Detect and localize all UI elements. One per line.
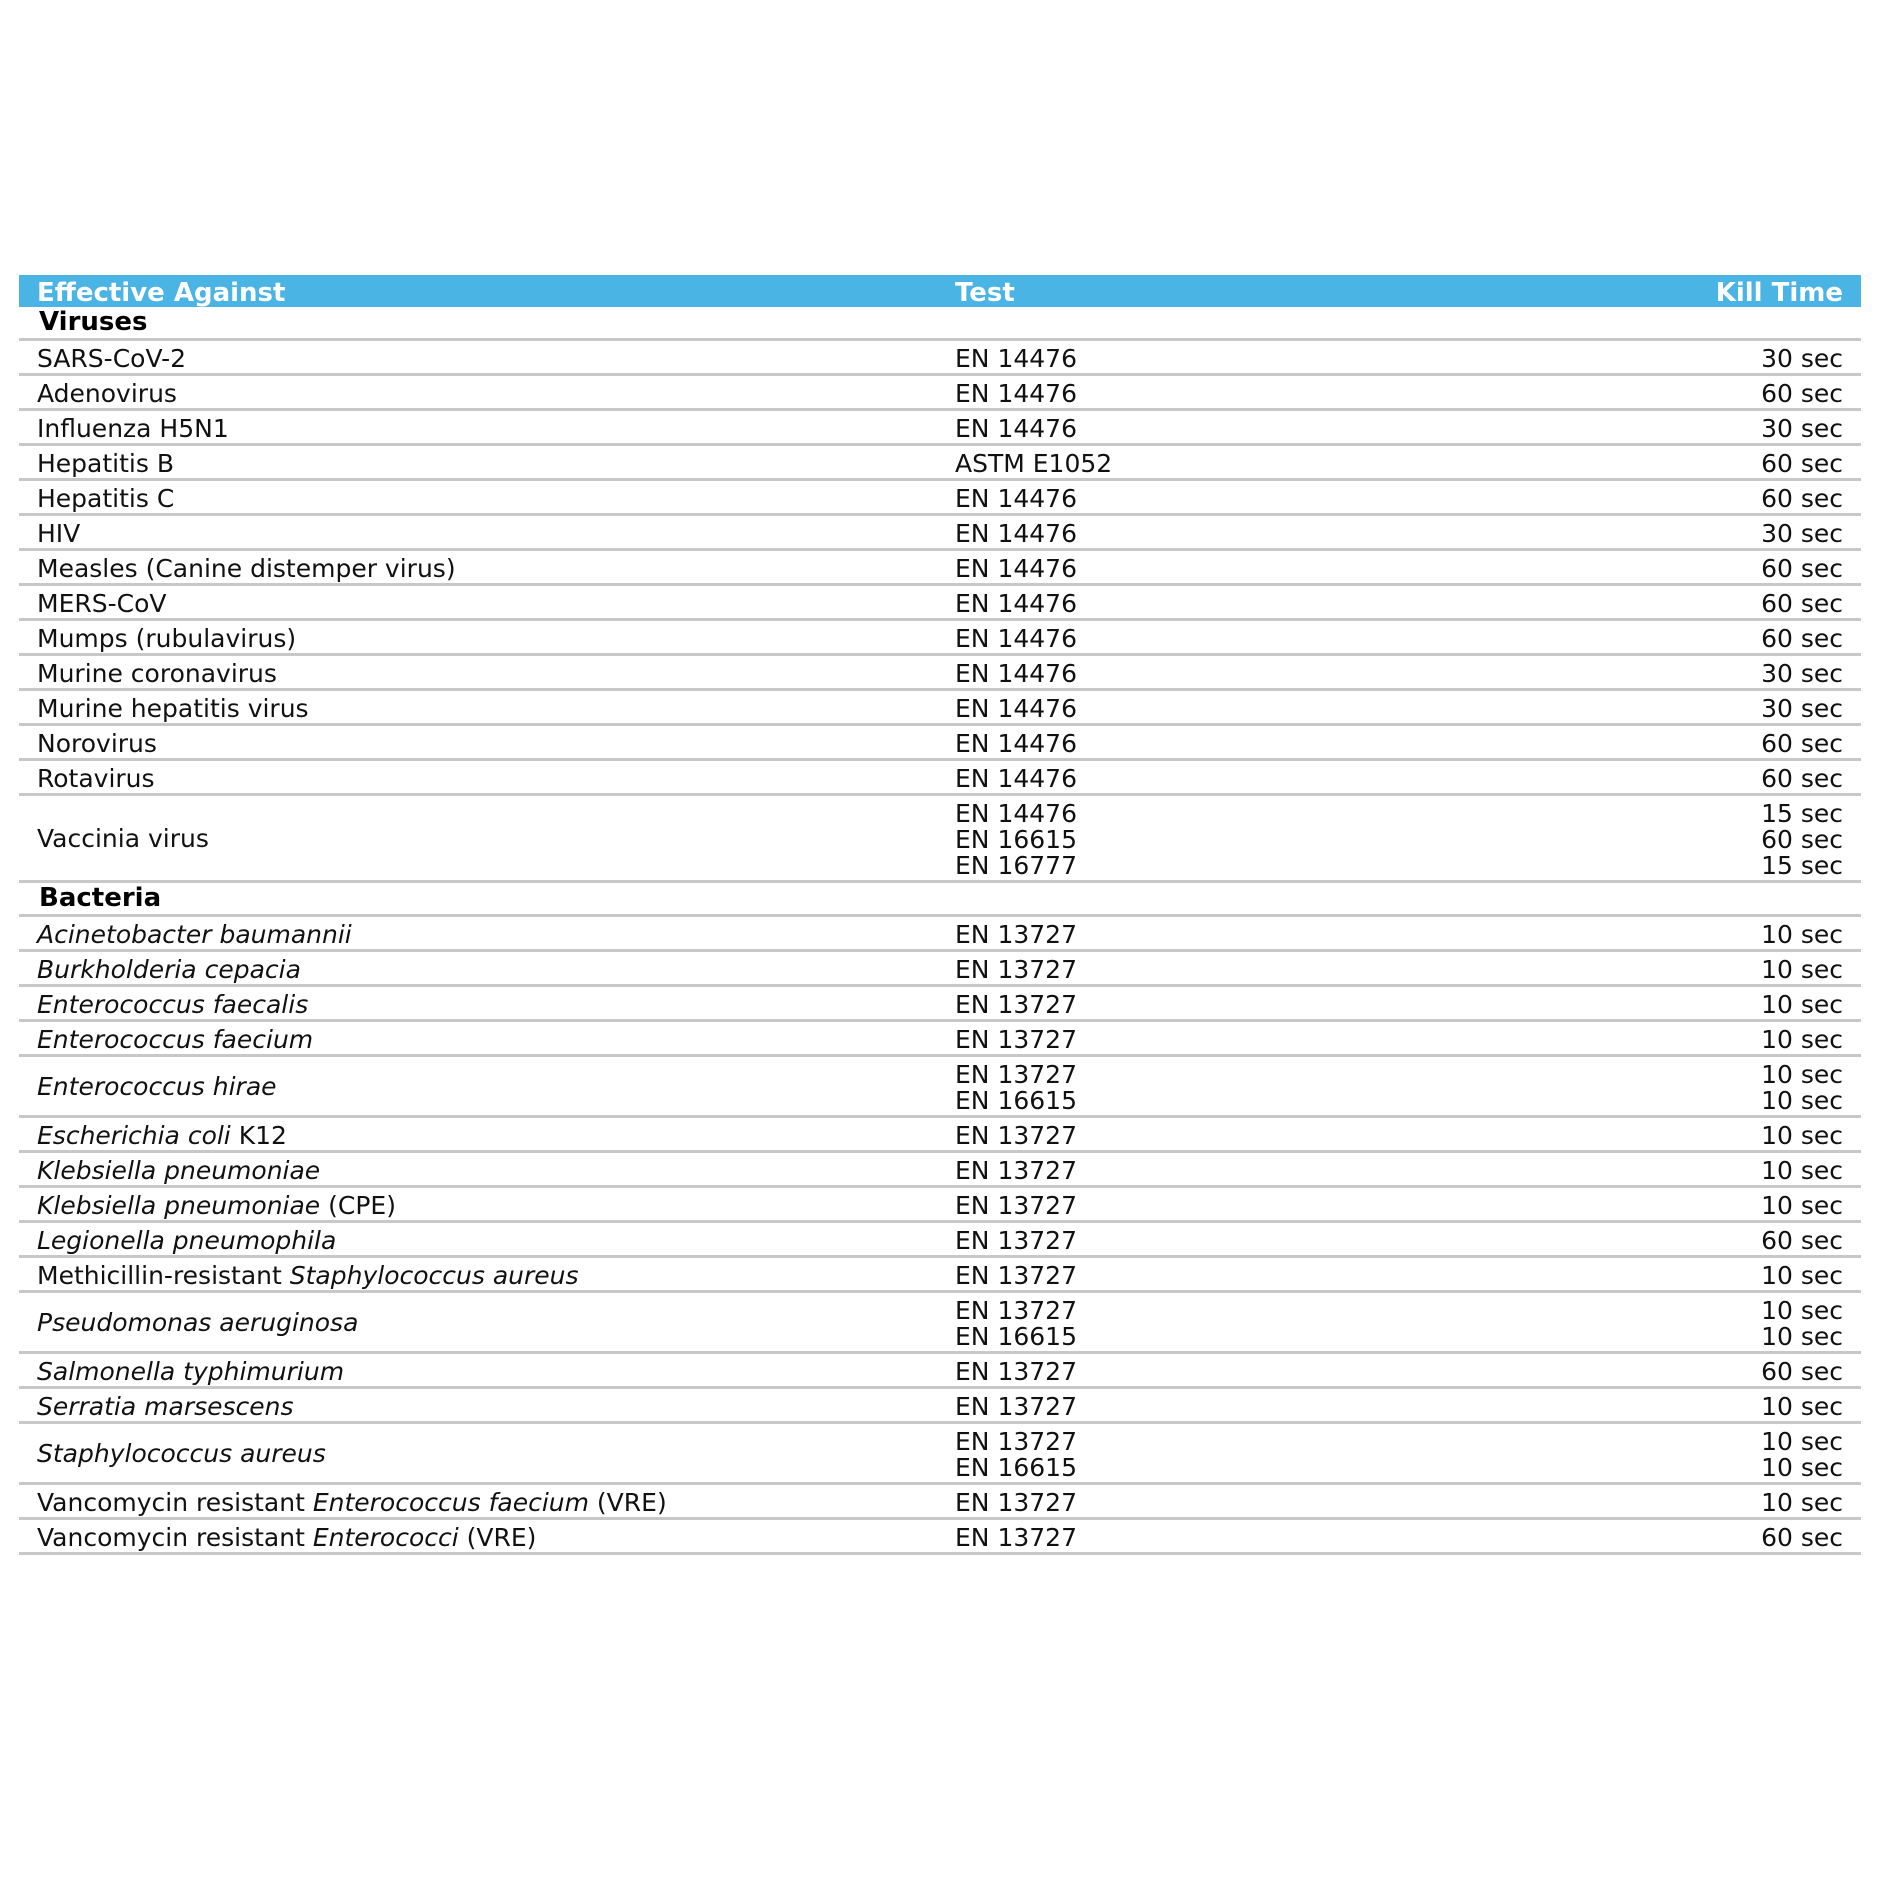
organism-name-part: Enterococcus faecium [312,1488,589,1517]
kill-time: 30 sec [1761,344,1843,373]
table-row [19,341,1861,376]
kill-time: 60 sec [1761,1226,1843,1255]
test-standard: EN 14476 [955,519,1077,548]
table-row [19,1354,1861,1389]
table-row [19,551,1861,586]
test-standard: EN 16615 [955,1453,1077,1482]
organism-name-part: Methicillin-resistant [37,1261,290,1290]
table-row [19,411,1861,446]
organism-name-part: Influenza H5N1 [37,414,229,443]
test-standard: EN 14476 [955,554,1077,583]
test-standard: EN 13727 [955,1025,1077,1054]
kill-time: 15 sec [1761,851,1843,880]
kill-time: 60 sec [1761,1523,1843,1552]
test-standard: EN 13727 [955,1296,1077,1325]
test-standard: EN 13727 [955,1523,1077,1552]
table-row [19,987,1861,1022]
test-standard: EN 13727 [955,955,1077,984]
table-row [19,1118,1861,1153]
section-header [19,307,1861,341]
kill-time: 10 sec [1761,1261,1843,1290]
organism-name-part: Vancomycin resistant [37,1523,313,1552]
table-row [19,1057,1861,1118]
organism-name-part: Vancomycin resistant [37,1488,313,1517]
kill-time: 60 sec [1761,1357,1843,1386]
kill-time: 10 sec [1761,1322,1843,1351]
organism-name-part: Adenovirus [37,379,177,408]
test-standard: EN 13727 [955,1392,1077,1421]
table-row [19,1485,1861,1520]
kill-time: 10 sec [1761,1060,1843,1089]
organism-name-part: Klebsiella pneumoniae [37,1191,321,1220]
table-row [19,1022,1861,1057]
table-row [19,726,1861,761]
organism-name-part: Measles (Canine distemper virus) [37,554,456,583]
kill-time: 60 sec [1761,764,1843,793]
kill-time: 60 sec [1761,825,1843,854]
organism-name-part: (CPE) [320,1191,396,1220]
test-standard: EN 13727 [955,1427,1077,1456]
organism-name-part: Murine coronavirus [37,659,277,688]
kill-time: 30 sec [1761,414,1843,443]
organism-name-part: Norovirus [37,729,157,758]
table-row [19,1293,1861,1354]
kill-time: 60 sec [1761,484,1843,513]
table-row [19,621,1861,656]
test-standard: EN 13727 [955,1357,1077,1386]
organism-name-part: Staphylococcus aureus [37,1438,326,1468]
test-standard: EN 14476 [955,799,1077,828]
kill-time: 10 sec [1761,1488,1843,1517]
test-standard: EN 14476 [955,589,1077,618]
table-row [19,586,1861,621]
section-title: Bacteria [39,883,162,913]
table-row [19,516,1861,551]
table-row [19,761,1861,796]
organism-name-part: Pseudomonas aeruginosa [37,1307,359,1337]
test-standard: EN 13727 [955,1191,1077,1220]
kill-time: 10 sec [1761,1453,1843,1482]
section-header [19,883,1861,917]
kill-time: 60 sec [1761,729,1843,758]
test-standard: EN 16615 [955,1086,1077,1115]
test-standard: EN 16615 [955,1322,1077,1351]
organism-name-part: Enterococcus faecalis [37,990,309,1019]
kill-time: 10 sec [1761,920,1843,949]
test-standard: EN 14476 [955,344,1077,373]
efficacy-table [19,275,1861,1555]
section-title: Viruses [39,307,148,337]
kill-time: 60 sec [1761,554,1843,583]
kill-time: 60 sec [1761,589,1843,618]
test-standard: EN 13727 [955,1060,1077,1089]
kill-time: 10 sec [1761,1392,1843,1421]
organism-name-part: Enterococci [312,1523,459,1552]
header-test: Test [955,278,1015,308]
table-body [19,307,1861,1555]
test-standard: EN 16615 [955,825,1077,854]
organism-name-part: Klebsiella pneumoniae [37,1156,321,1185]
kill-time: 10 sec [1761,1121,1843,1150]
kill-time: 10 sec [1761,1086,1843,1115]
kill-time: 10 sec [1761,1296,1843,1325]
organism-name-part: Legionella pneumophila [37,1226,337,1255]
kill-time: 10 sec [1761,1427,1843,1456]
table-row [19,1520,1861,1555]
organism-name-part: Enterococcus faecium [37,1025,314,1054]
table-row [19,481,1861,516]
test-standard: ASTM E1052 [955,449,1113,478]
test-standard: EN 16777 [955,851,1077,880]
kill-time: 10 sec [1761,955,1843,984]
table-row [19,917,1861,952]
table-row [19,376,1861,411]
kill-time: 30 sec [1761,694,1843,723]
organism-name-part: Rotavirus [37,764,155,793]
table-row [19,1389,1861,1424]
organism-name-part: Enterococcus hirae [37,1071,277,1101]
organism-name-part: Escherichia coli [37,1121,231,1150]
test-standard: EN 13727 [955,990,1077,1019]
kill-time: 10 sec [1761,990,1843,1019]
kill-time: 10 sec [1761,1156,1843,1185]
organism-name-part: Acinetobacter baumannii [37,920,352,949]
organism-name-part: SARS-CoV-2 [37,344,187,373]
kill-time: 30 sec [1761,519,1843,548]
table-row [19,656,1861,691]
test-standard: EN 13727 [955,1156,1077,1185]
test-standard: EN 14476 [955,379,1077,408]
test-standard: EN 13727 [955,1226,1077,1255]
table-row [19,1258,1861,1293]
table-row [19,691,1861,726]
organism-name-part: Murine hepatitis virus [37,694,309,723]
test-standard: EN 14476 [955,694,1077,723]
table-row [19,1223,1861,1258]
table-row [19,796,1861,883]
header-effective-against: Effective Against [37,278,286,308]
table-row [19,1153,1861,1188]
test-standard: EN 14476 [955,764,1077,793]
kill-time: 30 sec [1761,659,1843,688]
organism-name-part: Burkholderia cepacia [37,955,301,984]
table-row [19,952,1861,987]
test-standard: EN 13727 [955,1488,1077,1517]
organism-name-part: Serratia marsescens [37,1392,294,1421]
test-standard: EN 14476 [955,659,1077,688]
kill-time: 10 sec [1761,1025,1843,1054]
test-standard: EN 14476 [955,729,1077,758]
organism-name-part: Salmonella typhimurium [37,1357,345,1386]
organism-name-part: Staphylococcus aureus [289,1261,579,1290]
organism-name-part: Mumps (rubulavirus) [37,624,297,653]
kill-time: 60 sec [1761,449,1843,478]
organism-name-part: K12 [230,1121,287,1150]
table-row [19,1424,1861,1485]
organism-name-part: (VRE) [458,1523,537,1552]
test-standard: EN 13727 [955,1121,1077,1150]
test-standard: EN 14476 [955,414,1077,443]
header-kill-time: Kill Time [1715,278,1843,308]
kill-time: 15 sec [1761,799,1843,828]
table-row [19,446,1861,481]
test-standard: EN 13727 [955,1261,1077,1290]
organism-name-part: Hepatitis C [37,484,175,513]
organism-name-part: HIV [37,519,81,548]
kill-time: 60 sec [1761,379,1843,408]
organism-name-part: Vaccinia virus [37,823,209,853]
table-header [19,275,1861,307]
table-row [19,1188,1861,1223]
organism-name-part: (VRE) [588,1488,667,1517]
organism-name-part: MERS-CoV [37,589,167,618]
test-standard: EN 14476 [955,624,1077,653]
kill-time: 10 sec [1761,1191,1843,1220]
organism-name-part: Hepatitis B [37,449,174,478]
test-standard: EN 14476 [955,484,1077,513]
kill-time: 60 sec [1761,624,1843,653]
test-standard: EN 13727 [955,920,1077,949]
